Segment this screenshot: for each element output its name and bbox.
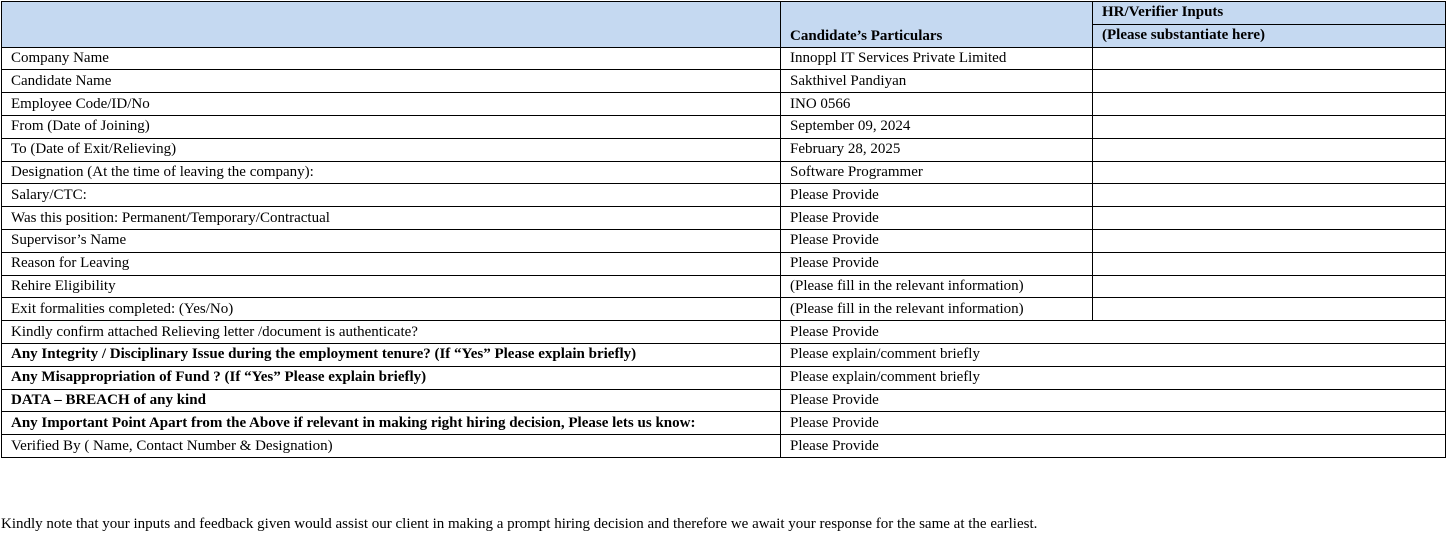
row-value: (Please fill in the relevant information) xyxy=(781,298,1093,321)
table-row xyxy=(2,298,1446,321)
row-value: Please Provide xyxy=(781,252,1093,275)
row-label: DATA – BREACH of any kind xyxy=(2,389,781,412)
header-candidate-particulars: Candidate’s Particulars xyxy=(781,2,1093,48)
header-hr-verifier-inputs: HR/Verifier Inputs xyxy=(1093,2,1446,25)
row-value[interactable]: Please Provide xyxy=(781,389,1446,412)
row-value: INO 0566 xyxy=(781,93,1093,116)
row-label: Kindly confirm attached Relieving letter /document is authenticate? xyxy=(2,321,781,344)
header-please-substantiate: (Please substantiate here) xyxy=(1093,24,1446,47)
hr-input-cell[interactable] xyxy=(1093,229,1446,252)
hr-input-cell[interactable] xyxy=(1093,298,1446,321)
hr-input-cell[interactable] xyxy=(1093,138,1446,161)
row-label: Any Important Point Apart from the Above if relevant in making right hiring decision, Please lets us know: xyxy=(2,412,781,435)
row-value: Please Provide xyxy=(781,229,1093,252)
table-row xyxy=(2,161,1446,184)
verification-form-table xyxy=(1,1,1446,458)
row-value: February 28, 2025 xyxy=(781,138,1093,161)
row-value: Software Programmer xyxy=(781,161,1093,184)
table-row xyxy=(2,252,1446,275)
hr-input-cell[interactable] xyxy=(1093,161,1446,184)
row-label: Rehire Eligibility xyxy=(2,275,781,298)
row-label: Was this position: Permanent/Temporary/Contractual xyxy=(2,207,781,230)
table-row xyxy=(2,115,1446,138)
row-value[interactable]: Please Provide xyxy=(781,412,1446,435)
row-label: Employee Code/ID/No xyxy=(2,93,781,116)
table-row xyxy=(2,138,1446,161)
row-label: Any Integrity / Disciplinary Issue during the employment tenure? (If “Yes” Please explain briefly) xyxy=(2,343,781,366)
row-value[interactable]: Please explain/comment briefly xyxy=(781,343,1446,366)
row-value: Innoppl IT Services Private Limited xyxy=(781,47,1093,70)
hr-input-cell[interactable] xyxy=(1093,115,1446,138)
table-row xyxy=(2,389,1446,412)
table-row xyxy=(2,275,1446,298)
row-label: Candidate Name xyxy=(2,70,781,93)
table-row xyxy=(2,184,1446,207)
row-value[interactable]: Please explain/comment briefly xyxy=(781,366,1446,389)
table-row xyxy=(2,321,1446,344)
row-value: Please Provide xyxy=(781,207,1093,230)
row-label: Exit formalities completed: (Yes/No) xyxy=(2,298,781,321)
row-value[interactable]: Please Provide xyxy=(781,321,1446,344)
hr-input-cell[interactable] xyxy=(1093,47,1446,70)
table-row xyxy=(2,47,1446,70)
footer-note: Kindly note that your inputs and feedback given would assist our client in making a prompt hiring decision and therefore we await your response for the same at the earliest. xyxy=(1,516,1038,532)
hr-input-cell[interactable] xyxy=(1093,184,1446,207)
row-value: September 09, 2024 xyxy=(781,115,1093,138)
header-row-1 xyxy=(2,2,1446,25)
row-value: (Please fill in the relevant information) xyxy=(781,275,1093,298)
hr-input-cell[interactable] xyxy=(1093,70,1446,93)
row-label: Supervisor’s Name xyxy=(2,229,781,252)
hr-input-cell[interactable] xyxy=(1093,93,1446,116)
table-row xyxy=(2,343,1446,366)
row-label: Reason for Leaving xyxy=(2,252,781,275)
header-label-column xyxy=(2,2,781,48)
row-label: Any Misappropriation of Fund ? (If “Yes” Please explain briefly) xyxy=(2,366,781,389)
row-label: Verified By ( Name, Contact Number & Designation) xyxy=(2,435,781,458)
table-row xyxy=(2,435,1446,458)
table-row xyxy=(2,70,1446,93)
row-value: Sakthivel Pandiyan xyxy=(781,70,1093,93)
row-value[interactable]: Please Provide xyxy=(781,435,1446,458)
table-row xyxy=(2,229,1446,252)
row-label: From (Date of Joining) xyxy=(2,115,781,138)
row-value: Please Provide xyxy=(781,184,1093,207)
row-label: To (Date of Exit/Relieving) xyxy=(2,138,781,161)
row-label: Company Name xyxy=(2,47,781,70)
table-row xyxy=(2,366,1446,389)
hr-input-cell[interactable] xyxy=(1093,207,1446,230)
row-label: Designation (At the time of leaving the company): xyxy=(2,161,781,184)
table-row xyxy=(2,207,1446,230)
hr-input-cell[interactable] xyxy=(1093,252,1446,275)
hr-input-cell[interactable] xyxy=(1093,275,1446,298)
table-row xyxy=(2,412,1446,435)
row-label: Salary/CTC: xyxy=(2,184,781,207)
table-row xyxy=(2,93,1446,116)
